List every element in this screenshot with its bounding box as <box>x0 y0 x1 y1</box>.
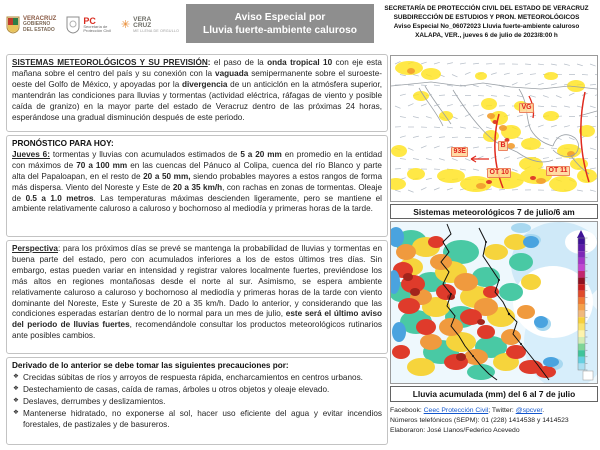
precautions-list <box>12 373 382 431</box>
precaution-item: ❖ Crecidas súbitas de ríos y arroyos de respuesta rápida, encharcamientos en centros urbanos. <box>12 373 382 384</box>
proteccion-civil-logo <box>66 16 111 34</box>
facebook-link[interactable]: Ceec Protección Civil <box>423 407 489 414</box>
label-vaguada: VG <box>519 103 534 113</box>
precaution-item: ❖ Mantenerse hidratado, no exponerse al sol, hacer uso eficiente del agua y evitar incendios forestales, de pastizales y de basureros. <box>12 409 382 431</box>
systems-map <box>390 55 598 202</box>
rain-map <box>390 221 598 384</box>
precaution-item: ❖ Deslaves, derrumbes y deslizamientos. <box>12 397 382 408</box>
label-tropical-wave-10: OT 10 <box>487 168 511 178</box>
veracruz-brand-logo <box>121 17 179 33</box>
footer-period: . <box>542 407 545 414</box>
systems-map-image <box>391 56 597 201</box>
facebook-label: Facebook: <box>390 407 424 414</box>
pronostico-body: Jueves 6: tormentas y lluvias con acumulados estimados de 5 a 20 mm en promedio en la entidad con máximos de 70 a 100 mm en las cuencas del Pánuco al Colipa, cuenca del río Blanco y parte alta del Papaloapan, en el resto de 20 a 50 mm, siendo probables mayores a estos rangos de forma más dispersa. Viento del Noreste y Este de 20 a 35 km/h, con rachas en zonas de tormentas. Oleaje de 0.5 a 1.0 metros. Las temperaturas máximas descienden ligeramente, pero se mantiene el ambiente relativamente caluroso a caluroso y bochornoso al mediodía y primeras horas de la tarde. <box>12 149 383 214</box>
veracruz-government-label: VERACRUZ GOBIERNO DEL ESTADO <box>23 15 57 33</box>
label-tropical-wave-11: OT 11 <box>546 166 570 176</box>
footer-social <box>390 406 600 416</box>
section-sistemas-meteorologicos: SISTEMAS METEOROLÓGICOS Y SU PREVISIÓN: el paso de la onda tropical 10 con eje esta mañana sobre el centro del país y su conexión con la vaguada semipermanente sobre el suroeste-oeste del Golfo de México, y apoyadas por la divergencia de un anticiclón en la atmósfera superior, mantendrán las condiciones para lluvias y tormentas (actividad eléctrica, ráfagas de viento y posible caída de granizo) en la mayor parte del estado de Veracruz dentro de las próximas 24 horas, esperándose una gradual disminución después de este periodo. <box>6 54 388 132</box>
agency-header-line: XALAPA, VER., jueves 6 de julio de 2023/8:00 h <box>415 32 558 39</box>
pc-shield-icon <box>66 16 80 34</box>
precaution-item: ❖ Destechamiento de casas, caída de ramas, árboles u otros objetos y oleaje elevado. <box>12 385 382 396</box>
twitter-link[interactable]: @spcver <box>515 407 543 414</box>
precauciones-heading: Derivado de lo anterior se debe tomar las siguientes precauciones por: <box>12 361 289 370</box>
agency-header-line: Aviso Especial No_06072023 Lluvia fuerte-ambiente caluroso <box>393 23 580 30</box>
veracruz-brand-label: VERA CRUZ ME LLENA DE ORGULLO <box>133 16 180 33</box>
advisory-title <box>186 4 374 43</box>
section-pronostico <box>6 135 388 237</box>
footer-authors: Elaboraron: José Llanos/Federico Acevedo <box>390 427 520 434</box>
label-disturbance-93e: 93E <box>451 147 468 157</box>
pc-label: PC Secretaría de Protección Civil <box>83 15 111 33</box>
label-low-pressure: B <box>498 141 508 151</box>
advisory-title-line1: Aviso Especial por <box>234 11 326 23</box>
section-precauciones <box>6 357 388 445</box>
contact-footer <box>390 406 600 436</box>
logo-strip <box>6 5 182 45</box>
rain-map-image <box>391 222 597 383</box>
agency-header-line: SUBDIRECCIÓN DE ESTUDIOS Y PRON. METEOROLÓGICOS <box>393 14 580 21</box>
veracruz-crest-icon <box>6 16 20 34</box>
sun-icon: ✳ <box>120 18 131 31</box>
rain-map-caption: Lluvia acumulada (mm) del 6 al 7 de julio <box>390 386 598 402</box>
agency-header-line: SECRETARÍA DE PROTECCIÓN CIVIL DEL ESTADO DE VERACRUZ <box>384 5 589 12</box>
systems-map-caption: Sistemas meteorológicos 7 de julio/6 am <box>390 204 598 219</box>
section-perspectiva: Perspectiva: para los próximos días se prevé se mantenga la probabilidad de lluvias y tormentas en buena parte del estado, pero con acumulados inferiores a los de estos últimos tres días. Sin embargo, estas pueden variar en intensidad y registrar valores localmente fuertes, previéndose los más altos en regiones montañosas desde el norte al sur. Asimismo, se espera ambiente relativamente caluroso a caluroso y bochornoso al mediodía y primeras horas de la tarde con viento dominante del Noreste, Este y Sureste de 20 a 35 km/h. Dado lo anterior, y considerando que las condiciones esperadas estarían dentro de lo normal para un mes de julio, este será el último aviso del periodo de lluvias fuertes, recomendándole consultar los productos meteorológicos rutinarios ante posibles cambios. <box>6 240 388 354</box>
advisory-title-line2: Lluvia fuerte-ambiente caluroso <box>203 24 357 36</box>
agency-header <box>376 4 597 46</box>
twitter-label: ; Twitter: <box>488 407 516 414</box>
footer-phones: Números telefónicos (SEPM): 01 (228) 1414538 y 1414523 <box>390 417 569 424</box>
pronostico-heading: PRONÓSTICO PARA HOY: <box>12 139 114 148</box>
veracruz-government-logo <box>6 16 56 34</box>
